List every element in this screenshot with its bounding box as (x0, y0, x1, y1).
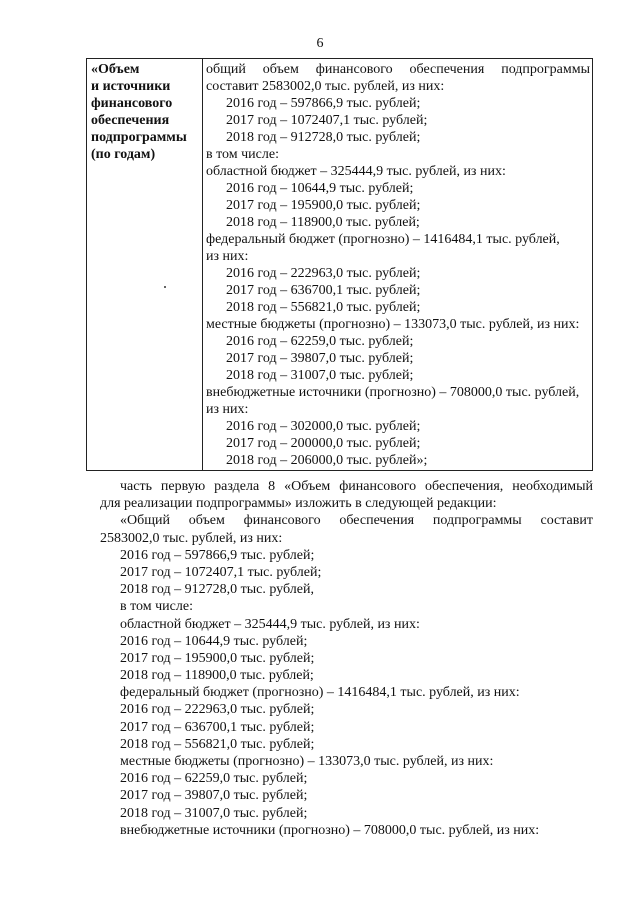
paragraph-line: 2018 год – 556821,0 тыс. рублей; (120, 736, 315, 752)
table-value-line: 2017 год – 39807,0 тыс. рублей; (226, 351, 414, 366)
table-value-line: из них: (206, 249, 249, 264)
paragraph-line: 2018 год – 31007,0 тыс. рублей; (120, 805, 308, 821)
body-text (100, 478, 593, 839)
table-value-line: 2016 год – 302000,0 тыс. рублей; (226, 419, 421, 434)
paragraph-line: областной бюджет – 325444,9 тыс. рублей, из них: (120, 616, 420, 632)
paragraph-line: 2017 год – 39807,0 тыс. рублей; (120, 788, 308, 804)
paragraph-line: 2016 год – 10644,9 тыс. рублей; (120, 633, 308, 649)
table-value-line: 2016 год – 10644,9 тыс. рублей; (226, 181, 414, 196)
paragraph-line: 2018 год – 912728,0 тыс. рублей, (120, 582, 314, 598)
table-value-line: местные бюджеты (прогнозно) – 133073,0 тыс. рублей, из них: (206, 317, 580, 332)
table-label-line: (по годам) (91, 147, 156, 162)
table-label-cell (91, 61, 199, 163)
paragraph-line: внебюджетные источники (прогнозно) – 708000,0 тыс. рублей, из них: (120, 822, 540, 838)
table-value-line: 2018 год – 206000,0 тыс. рублей»; (226, 453, 428, 468)
table-value-line: 2018 год – 556821,0 тыс. рублей; (226, 300, 421, 315)
table-value-line: федеральный бюджет (прогнозно) – 1416484,1 тыс. рублей, (206, 232, 560, 247)
paragraph-line: местные бюджеты (прогнозно) – 133073,0 тыс. рублей, из них: (120, 754, 494, 769)
table-label-line: и источники (91, 79, 171, 94)
table-value-line: из них: (206, 402, 249, 417)
table-label-line: обеспечения (91, 113, 170, 128)
table-value-line: составит 2583002,0 тыс. рублей, из них: (206, 79, 445, 94)
table-label-line: подпрограммы (91, 130, 187, 145)
paragraph-line: 2018 год – 118900,0 тыс. рублей; (120, 668, 314, 684)
paragraph-line: 2017 год – 1072407,1 тыс. рублей; (120, 564, 322, 580)
paragraph-line: 2016 год – 222963,0 тыс. рублей; (120, 702, 315, 718)
paragraph-line: часть первую раздела 8 «Объем финансового обеспечения, необходимый (120, 479, 593, 494)
table-value-line: 2016 год – 222963,0 тыс. рублей; (226, 266, 421, 281)
table-value-cell (206, 61, 590, 469)
funding-table (86, 58, 593, 471)
table-value-line: 2017 год – 1072407,1 тыс. рублей; (226, 113, 428, 128)
paragraph-line: федеральный бюджет (прогнозно) – 1416484,1 тыс. рублей, из них: (120, 685, 520, 701)
table-value-line: 2016 год – 62259,0 тыс. рублей; (226, 334, 414, 349)
scan-speck (164, 286, 166, 288)
table-value-line: в том числе: (206, 147, 279, 162)
paragraph-line: «Общий объем финансового обеспечения подпрограммы составит (120, 513, 593, 529)
table-value-line: 2017 год – 200000,0 тыс. рублей; (226, 436, 421, 451)
page-number: 6 (316, 36, 324, 51)
paragraph-line: для реализации подпрограммы» изложить в следующей редакции: (100, 496, 497, 512)
table-column-divider (202, 59, 203, 470)
table-value-line: 2017 год – 195900,0 тыс. рублей; (226, 198, 421, 213)
paragraph-line: 2016 год – 597866,9 тыс. рублей; (120, 547, 315, 563)
paragraph-line: 2016 год – 62259,0 тыс. рублей; (120, 771, 308, 787)
table-value-line: 2016 год – 597866,9 тыс. рублей; (226, 96, 421, 111)
table-value-line: областной бюджет – 325444,9 тыс. рублей, из них: (206, 164, 506, 179)
table-value-line: 2018 год – 31007,0 тыс. рублей; (226, 368, 414, 383)
table-label-line: финансового (91, 96, 173, 111)
table-value-line: внебюджетные источники (прогнозно) – 708000,0 тыс. рублей, (206, 385, 580, 400)
paragraph-line: 2017 год – 636700,1 тыс. рублей; (120, 719, 315, 735)
table-value-line: общий объем финансового обеспечения подпрограммы (206, 62, 590, 77)
paragraph-line: 2583002,0 тыс. рублей, из них: (100, 530, 283, 546)
table-value-line: 2017 год – 636700,1 тыс. рублей; (226, 283, 421, 298)
paragraph-line: 2017 год – 195900,0 тыс. рублей; (120, 650, 315, 666)
paragraph-line: в том числе: (120, 599, 193, 615)
table-value-line: 2018 год – 118900,0 тыс. рублей; (226, 215, 420, 230)
table-label-line: «Объем (91, 62, 140, 77)
table-value-line: 2018 год – 912728,0 тыс. рублей; (226, 130, 421, 145)
